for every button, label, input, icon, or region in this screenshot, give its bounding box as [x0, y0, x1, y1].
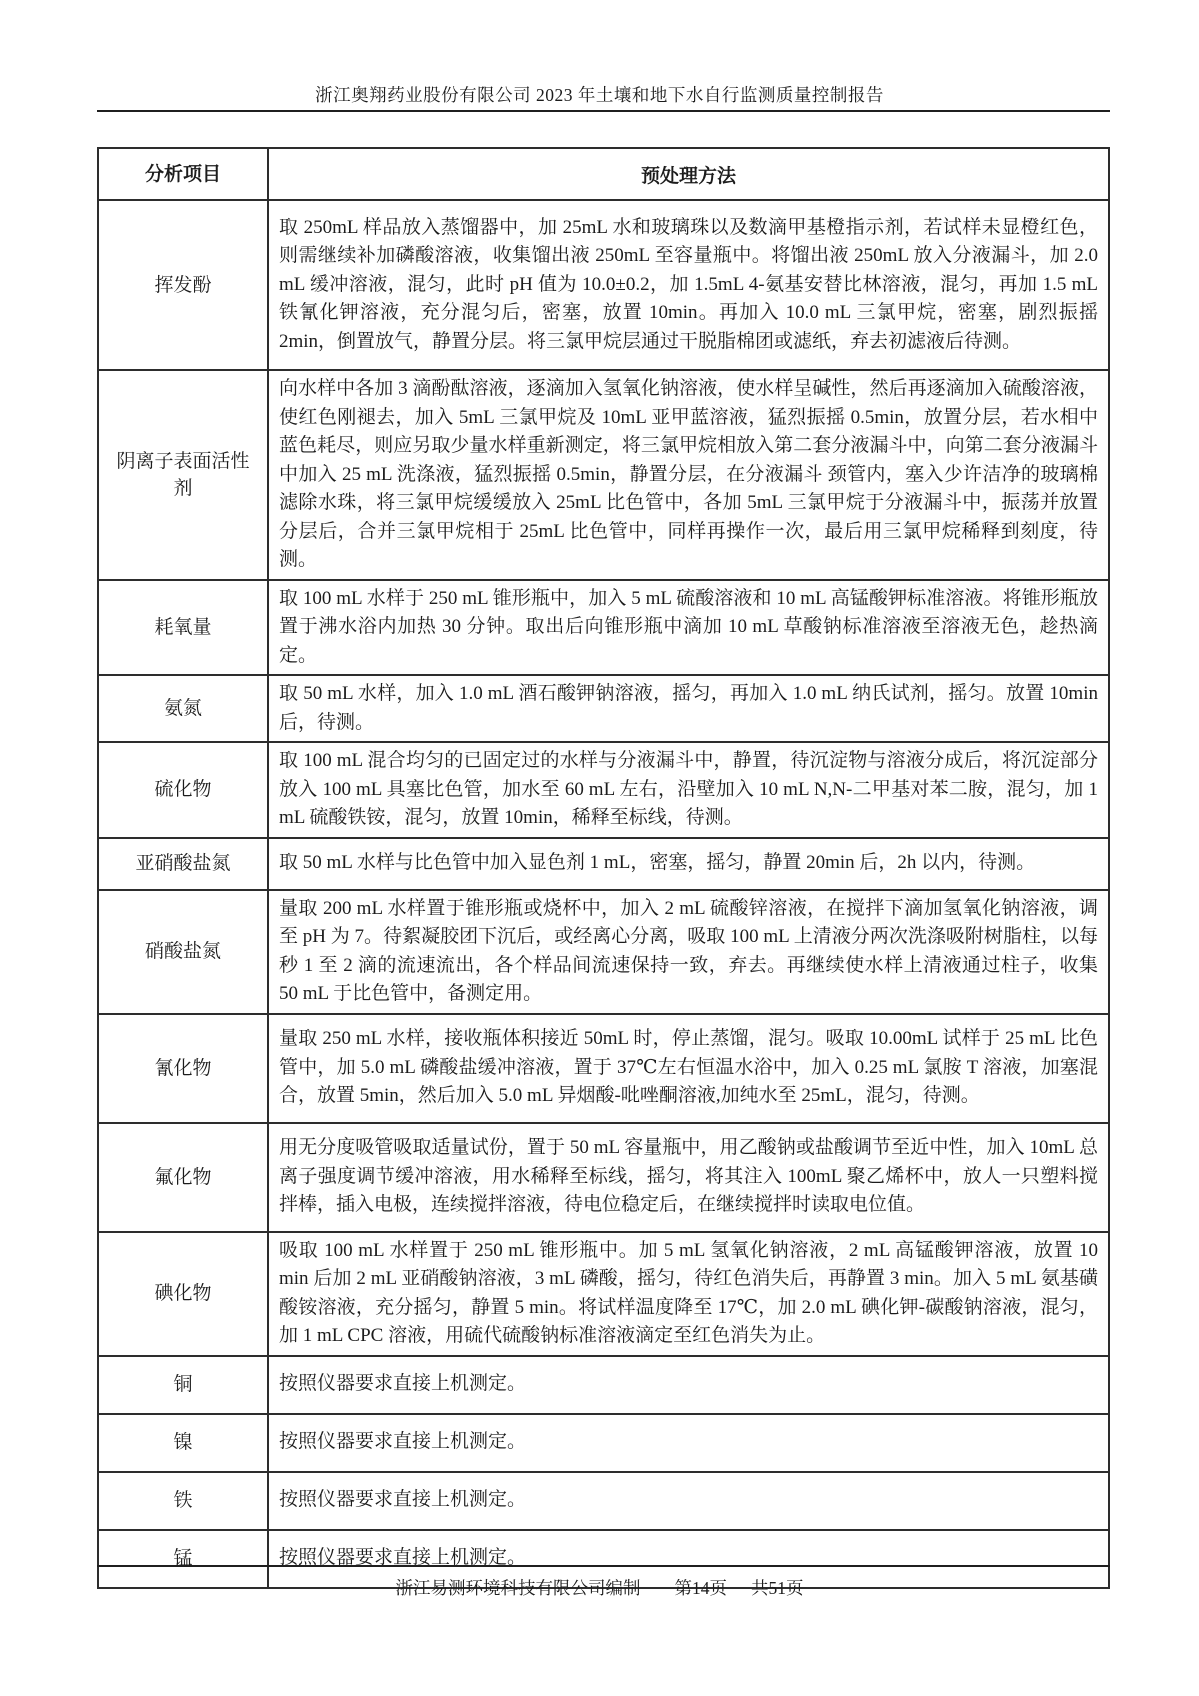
table-row — [98, 742, 1109, 838]
analysis-item-cell: 碘化物 — [98, 1232, 268, 1356]
method-cell: 取 100 mL 混合均匀的已固定过的水样与分液漏斗中，静置，待沉淀物与溶液分成后，将沉淀部分放入 100 mL 具塞比色管，加水至 60 mL 左右，沿壁加入 10 mL N,N-二甲基对苯二胺，混匀，加 1 mL 硫酸铁铵，混匀，放置 10min，稀释至标线，待测。 — [268, 742, 1109, 838]
analysis-item-cell: 锰 — [98, 1530, 268, 1588]
method-cell: 按照仪器要求直接上机测定。 — [268, 1472, 1109, 1530]
table-row — [98, 1014, 1109, 1123]
pretreatment-table — [97, 147, 1110, 1589]
document-header: 浙江奥翔药业股份有限公司 2023 年土壤和地下水自行监测质量控制报告 — [315, 85, 884, 105]
footer-divider — [97, 1565, 1110, 1567]
column-header-method: 预处理方法 — [268, 148, 1109, 200]
analysis-item-cell: 硫化物 — [98, 742, 268, 838]
method-cell: 用无分度吸管吸取适量试份，置于 50 mL 容量瓶中，用乙酸钠或盐酸调节至近中性，加入 10mL 总离子强度调节缓冲溶液，用水稀释至标线，摇匀，将其注入 100mL 聚乙烯杯中，放人一只塑料搅拌棒，插入电极，连续搅拌溶液，待电位稳定后，在继续搅拌时读取电位值。 — [268, 1123, 1109, 1232]
method-cell: 吸取 100 mL 水样置于 250 mL 锥形瓶中。加 5 mL 氢氧化钠溶液，2 mL 高锰酸钾溶液，放置 10 min 后加 2 mL 亚硝酸钠溶液，3 mL 磷酸，摇匀，待红色消失后，再静置 3 min。加入 5 mL 氨基磺酸铵溶液，充分摇匀，静置 5 min。将试样温度降至 17℃，加 2.0 mL 碘化钾-碳酸钠溶液，混匀，加 1 mL CPC 溶液，用硫代硫酸钠标准溶液滴定至红色消失为止。 — [268, 1232, 1109, 1356]
analysis-item-cell: 镍 — [98, 1414, 268, 1472]
page-footer — [0, 1575, 1199, 1600]
method-cell: 按照仪器要求直接上机测定。 — [268, 1356, 1109, 1414]
header-divider — [97, 110, 1110, 112]
footer-total-pages: 共51页 — [751, 1578, 804, 1598]
table-row — [98, 890, 1109, 1014]
analysis-item-cell: 氟化物 — [98, 1123, 268, 1232]
table-row — [98, 580, 1109, 676]
method-cell: 量取 250 mL 水样，接收瓶体积接近 50mL 时，停止蒸馏，混匀。吸取 10.00mL 试样于 25 mL 比色管中，加 5.0 mL 磷酸盐缓冲溶液，置于 37℃左右恒温水浴中，加入 0.25 mL 氯胺 T 溶液，加塞混合，放置 5min，然后加入 5.0 mL 异烟酸-吡唑酮溶液,加纯水至 25mL，混匀，待测。 — [268, 1014, 1109, 1123]
method-cell: 向水样中各加 3 滴酚酞溶液，逐滴加入氢氧化钠溶液，使水样呈碱性，然后再逐滴加入硫酸溶液，使红色刚褪去，加入 5mL 三氯甲烷及 10mL 亚甲蓝溶液，猛烈振摇 0.5min，放置分层，若水相中蓝色耗尽，则应另取少量水样重新测定，将三氯甲烷相放入第二套分液漏斗中，向第二套分液漏斗中加入 25 mL 洗涤液，猛烈振摇 0.5min，静置分层，在分液漏斗 颈管内，塞入少许洁净的玻璃棉滤除水珠，将三氯甲烷缓缓放入 25mL 比色管中，各加 5mL 三氯甲烷于分液漏斗中，振荡并放置分层后，合并三氯甲烷相于 25mL 比色管中，同样再操作一次，最后用三氯甲烷稀释到刻度，待测。 — [268, 370, 1109, 580]
footer-company: 浙江易测环境科技有限公司编制 — [395, 1578, 641, 1598]
analysis-item-cell: 阴离子表面活性剂 — [98, 370, 268, 580]
analysis-item-cell: 铁 — [98, 1472, 268, 1530]
analysis-item-cell: 铜 — [98, 1356, 268, 1414]
method-cell: 量取 200 mL 水样置于锥形瓶或烧杯中，加入 2 mL 硫酸锌溶液，在搅拌下滴加氢氧化钠溶液，调至 pH 为 7。待絮凝胶团下沉后，或经离心分离，吸取 100 mL 上清液分两次洗涤吸附树脂柱，以每秒 1 至 2 滴的流速流出，各个样品间流速保持一致，弃去。再继续使水样上清液通过柱子，收集 50 mL 于比色管中，备测定用。 — [268, 890, 1109, 1014]
method-cell: 按照仪器要求直接上机测定。 — [268, 1530, 1109, 1588]
method-cell: 取 250mL 样品放入蒸馏器中，加 25mL 水和玻璃珠以及数滴甲基橙指示剂，若试样未显橙红色，则需继续补加磷酸溶液，收集馏出液 250mL 至容量瓶中。将馏出液 250mL 放入分液漏斗，加 2.0 mL 缓冲溶液，混匀，此时 pH 值为 10.0±0.2，加 1.5mL 4-氨基安替比林溶液，混匀，再加 1.5 mL 铁氰化钾溶液，充分混匀后，密塞，放置 10min。再加入 10.0 mL 三氯甲烷，密塞，剧烈振摇 2min，倒置放气，静置分层。将三氯甲烷层通过干脱脂棉团或滤纸，弃去初滤液后待测。 — [268, 200, 1109, 370]
analysis-item-cell: 氰化物 — [98, 1014, 268, 1123]
table-row — [98, 1232, 1109, 1356]
table-row — [98, 675, 1109, 742]
table-row — [98, 1123, 1109, 1232]
table-row — [98, 1414, 1109, 1472]
analysis-item-cell: 挥发酚 — [98, 200, 268, 370]
column-header-analysis-item: 分析项目 — [98, 148, 268, 200]
table-row — [98, 1472, 1109, 1530]
table-header-row — [98, 148, 1109, 200]
table-row — [98, 1356, 1109, 1414]
method-cell: 取 50 mL 水样，加入 1.0 mL 酒石酸钾钠溶液，摇匀，再加入 1.0 mL 纳氏试剂，摇匀。放置 10min 后，待测。 — [268, 675, 1109, 742]
analysis-item-cell: 耗氧量 — [98, 580, 268, 676]
method-cell: 取 50 mL 水样与比色管中加入显色剂 1 mL，密塞，摇匀，静置 20min 后，2h 以内，待测。 — [268, 838, 1109, 890]
table-row — [98, 838, 1109, 890]
method-cell: 取 100 mL 水样于 250 mL 锥形瓶中，加入 5 mL 硫酸溶液和 10 mL 高锰酸钾标准溶液。将锥形瓶放置于沸水浴内加热 30 分钟。取出后向锥形瓶中滴加 10 mL 草酸钠标准溶液至溶液无色，趁热滴定。 — [268, 580, 1109, 676]
table-row — [98, 370, 1109, 580]
analysis-item-cell: 硝酸盐氮 — [98, 890, 268, 1014]
footer-page-number: 第14页 — [674, 1578, 727, 1598]
analysis-item-cell: 亚硝酸盐氮 — [98, 838, 268, 890]
method-cell: 按照仪器要求直接上机测定。 — [268, 1414, 1109, 1472]
analysis-item-cell: 氨氮 — [98, 675, 268, 742]
table-row — [98, 200, 1109, 370]
